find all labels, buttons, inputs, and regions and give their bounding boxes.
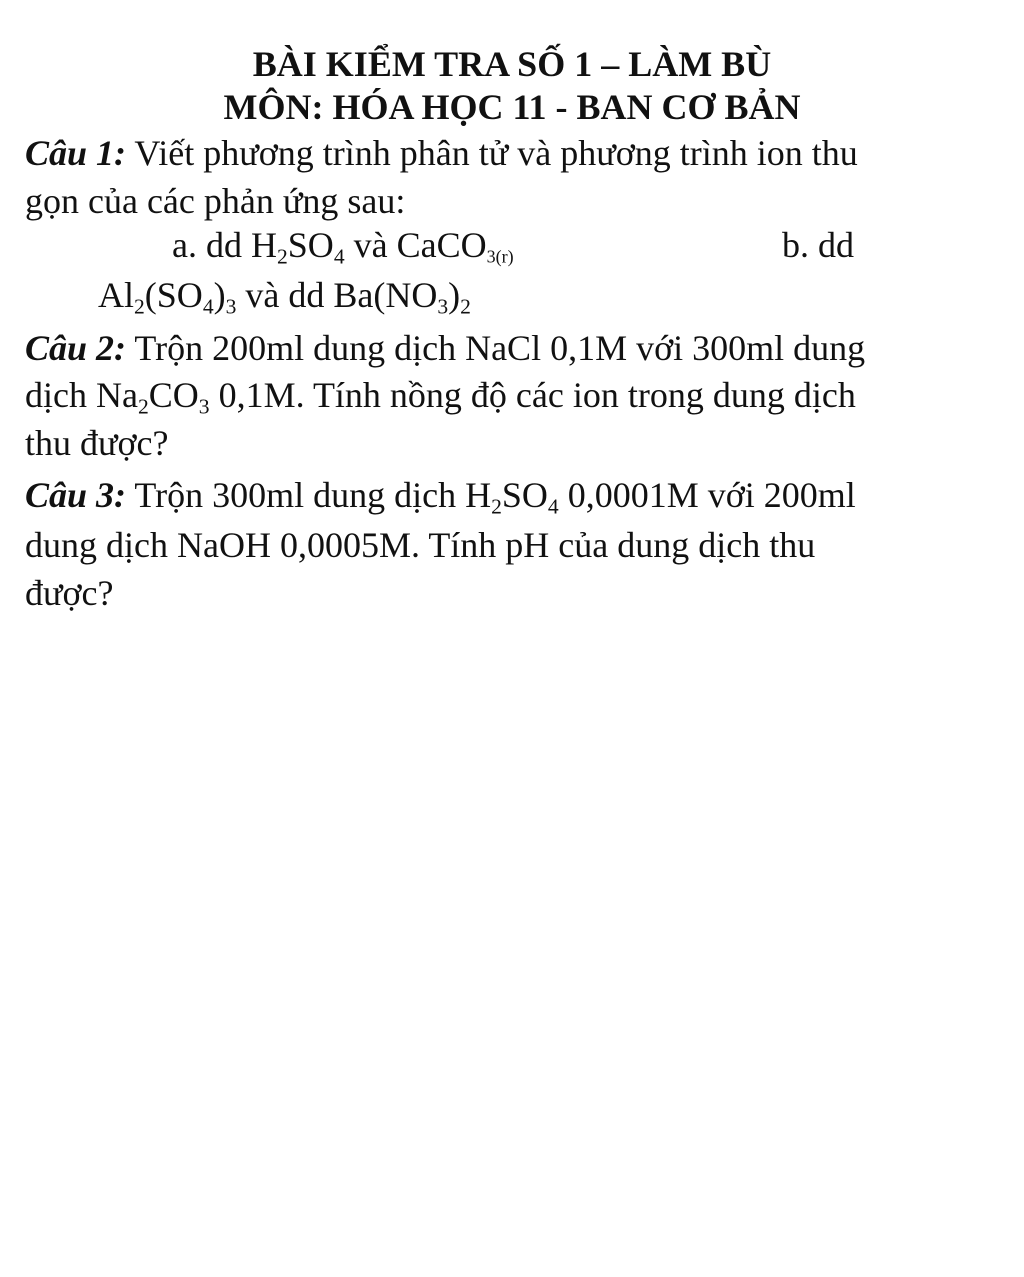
question-1-line-2: gọn của các phản ứng sau: <box>25 181 406 221</box>
question-2-text: Trộn 200ml dung dịch NaCl 0,1M với 300ml dung <box>126 328 866 368</box>
item-b-conjunction: và dd <box>236 275 334 315</box>
question-1-item-b-prefix: b. dd <box>782 225 854 265</box>
title-line-1: BÀI KIỂM TRA SỐ 1 – LÀM BÙ <box>252 44 772 84</box>
question-1-line-1 <box>25 130 858 176</box>
question-3-line-1: Câu 3: Trộn 300ml dung dịch $H_2SO_4$ 0,0001M với 200ml <box>25 475 856 519</box>
question-1-item-b <box>98 272 471 318</box>
question-1-label: Câu 1: <box>25 133 127 173</box>
formula-h2so4: $H_2SO_4$ <box>250 225 345 269</box>
question-1-text: Viết phương trình phân tử và phương trình ion thu <box>126 133 858 173</box>
title-line-2: MÔN: HÓA HỌC 11 - BAN CƠ BẢN <box>223 87 801 127</box>
formula-h2so4: $H_2SO_4$ <box>465 475 559 519</box>
question-1-item-a <box>172 222 514 268</box>
formula-caco3: CaCO$_{3(r)}$ <box>396 225 514 267</box>
item-a-conjunction: và <box>344 225 397 265</box>
formula-bano32: $Ba(NO_3)_2$ <box>333 275 471 319</box>
question-3-label: Câu 3: <box>25 475 127 515</box>
question-3-line-3: được? <box>25 573 114 613</box>
question-2-label: Câu 2: <box>25 328 127 368</box>
item-a-prefix: a. dd <box>172 225 251 265</box>
question-2-line-2: dịch $Na_2CO_3$ 0,1M. Tính nồng độ các ion trong dung dịch <box>25 375 856 419</box>
formula-na2co3: $Na_2CO_3$ <box>95 375 210 419</box>
question-2-line-3: thu được? <box>25 423 169 463</box>
question-2-line-1 <box>25 325 865 371</box>
question-3-line-2: dung dịch NaOH 0,0005M. Tính pH của dung dịch thu <box>25 525 816 565</box>
formula-al2so43: $Al_2(SO_4)_3$ <box>98 275 237 319</box>
